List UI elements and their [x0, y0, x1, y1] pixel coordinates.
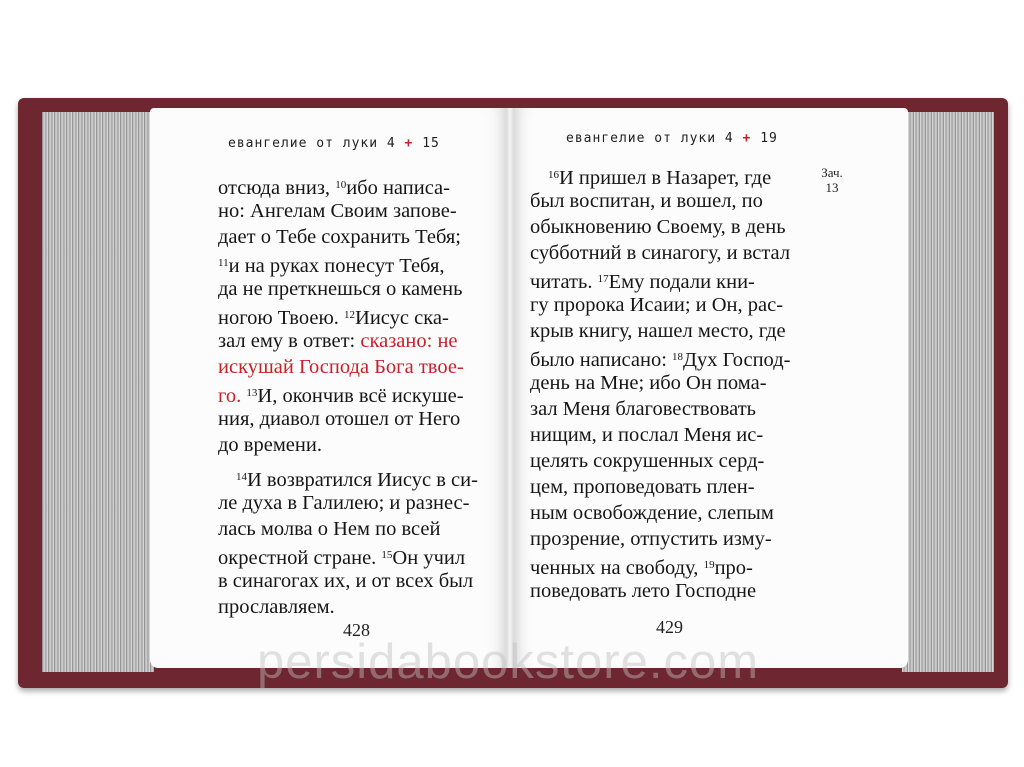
- book-gutter: [506, 108, 514, 668]
- text-line: [218, 172, 478, 198]
- text-segment: ченных на свободу,: [530, 557, 704, 579]
- red-quote-text: го.: [218, 385, 247, 407]
- text-line: [218, 380, 478, 406]
- text-segment: цем, проповедовать плен-: [530, 476, 755, 498]
- margin-reading-note: [812, 165, 852, 195]
- text-segment: прославляем.: [218, 596, 335, 618]
- right-header-verse: 19: [760, 131, 778, 146]
- red-quote-text: искушай Господа Бога твое-: [218, 356, 464, 378]
- verse-number: 11: [218, 257, 229, 269]
- text-segment: зал ему в ответ:: [218, 330, 361, 352]
- text-segment: ным освобождение, слепым: [530, 502, 774, 524]
- text-line: [218, 516, 478, 542]
- margin-note-label: Зач.: [821, 165, 843, 180]
- text-segment: про-: [714, 557, 753, 579]
- text-segment: да не преткнешься о камень: [218, 278, 463, 300]
- text-segment: день на Мне; ибо Он пома-: [530, 372, 767, 394]
- text-line: [218, 406, 478, 432]
- text-segment: Он учил: [392, 547, 466, 569]
- left-header-cross-icon: +: [404, 136, 414, 151]
- verse-number: 16: [548, 169, 559, 181]
- text-line: [530, 214, 790, 240]
- text-segment: нищим, и послал Меня ис-: [530, 424, 764, 446]
- text-segment: ибо написа-: [346, 177, 450, 199]
- text-line: [530, 266, 790, 292]
- text-segment: но: Ангелам Своим запове-: [218, 200, 457, 222]
- text-line: [218, 464, 478, 490]
- verse-number: 17: [597, 273, 609, 285]
- text-line: [218, 250, 478, 276]
- text-segment: ногою Твоею.: [218, 307, 345, 329]
- text-line: [530, 578, 790, 604]
- right-header-cross-icon: +: [742, 131, 752, 146]
- left-header-title: евангелие от луки: [228, 136, 379, 151]
- text-line: [218, 490, 478, 516]
- text-line: [530, 188, 790, 214]
- text-segment: И пришел в Назарет, где: [559, 167, 772, 189]
- text-line: [530, 292, 790, 318]
- text-segment: отсюда вниз,: [218, 177, 336, 199]
- text-line: [218, 542, 478, 568]
- right-page-text: [530, 162, 790, 604]
- text-line: [530, 500, 790, 526]
- text-line: [218, 594, 478, 620]
- text-line: [218, 432, 478, 458]
- left-header-chapter: 4: [386, 136, 396, 151]
- right-page-edges: [902, 112, 994, 672]
- text-line: [530, 370, 790, 396]
- verse-number: 19: [703, 559, 715, 571]
- text-segment: субботний в синагогу, и встал: [530, 242, 791, 264]
- text-line: [530, 526, 790, 552]
- text-line: [218, 198, 478, 224]
- text-segment: ния, диавол отошел от Него: [218, 408, 461, 430]
- verse-number: 12: [344, 309, 356, 321]
- text-segment: читать.: [530, 271, 598, 293]
- left-page-text: [218, 172, 478, 620]
- left-page-number: 428: [343, 620, 370, 640]
- text-line: [530, 396, 790, 422]
- text-segment: Иисус ска-: [355, 307, 449, 329]
- text-segment: Ему подали кни-: [608, 271, 755, 293]
- text-segment: крыв книгу, нашел место, где: [530, 320, 786, 342]
- text-segment: и на руках понесут Тебя,: [228, 255, 445, 277]
- text-line: [530, 422, 790, 448]
- text-segment: было написано:: [530, 349, 673, 371]
- right-header-chapter: 4: [724, 131, 734, 146]
- text-segment: был воспитан, и вошел, по: [530, 190, 763, 212]
- text-line: [218, 276, 478, 302]
- right-running-header: [566, 131, 778, 146]
- text-line: [530, 162, 790, 188]
- red-quote-text: сказано: не: [360, 330, 458, 352]
- text-segment: прозрение, отпустить изму-: [530, 528, 772, 550]
- text-line: [218, 224, 478, 250]
- text-line: [530, 552, 790, 578]
- text-segment: И, окончив всё искуше-: [257, 385, 464, 407]
- text-segment: И возвратился Иисус в си-: [247, 469, 478, 491]
- text-segment: обыкновению Своему, в день: [530, 216, 786, 238]
- watermark-text: persidabookstore.com: [256, 635, 760, 689]
- verse-number: 14: [236, 471, 247, 483]
- text-line: [218, 354, 478, 380]
- text-line: [530, 240, 790, 266]
- text-line: [218, 328, 478, 354]
- text-line: [218, 568, 478, 594]
- text-line: [530, 344, 790, 370]
- text-segment: поведовать лето Господне: [530, 580, 757, 602]
- margin-note-number: 13: [825, 180, 839, 195]
- text-segment: лась молва о Нем по всей: [218, 518, 441, 540]
- verse-number: 13: [246, 387, 258, 399]
- text-segment: окрестной стране.: [218, 547, 382, 569]
- left-header-verse: 15: [422, 136, 440, 151]
- text-segment: дает о Тебе сохранить Тебя;: [218, 226, 462, 248]
- left-page-edges: [42, 112, 154, 672]
- text-segment: в синагогах их, и от всех был: [218, 570, 474, 592]
- right-page-number: 429: [656, 617, 683, 637]
- verse-number: 15: [381, 549, 393, 561]
- text-segment: целять сокрушенных серд-: [530, 450, 765, 472]
- text-segment: до времени.: [218, 434, 322, 456]
- verse-number: 10: [335, 179, 347, 191]
- text-line: [530, 448, 790, 474]
- right-header-title: евангелие от луки: [566, 131, 717, 146]
- verse-number: 18: [672, 351, 684, 363]
- text-line: [218, 302, 478, 328]
- text-segment: Дух Господ-: [683, 349, 791, 371]
- text-segment: гу пророка Исаии; и Он, рас-: [530, 294, 784, 316]
- text-segment: зал Меня благовествовать: [530, 398, 757, 420]
- text-segment: ле духа в Галилею; и разнес-: [218, 492, 470, 514]
- text-line: [530, 318, 790, 344]
- left-running-header: [228, 136, 440, 151]
- text-line: [530, 474, 790, 500]
